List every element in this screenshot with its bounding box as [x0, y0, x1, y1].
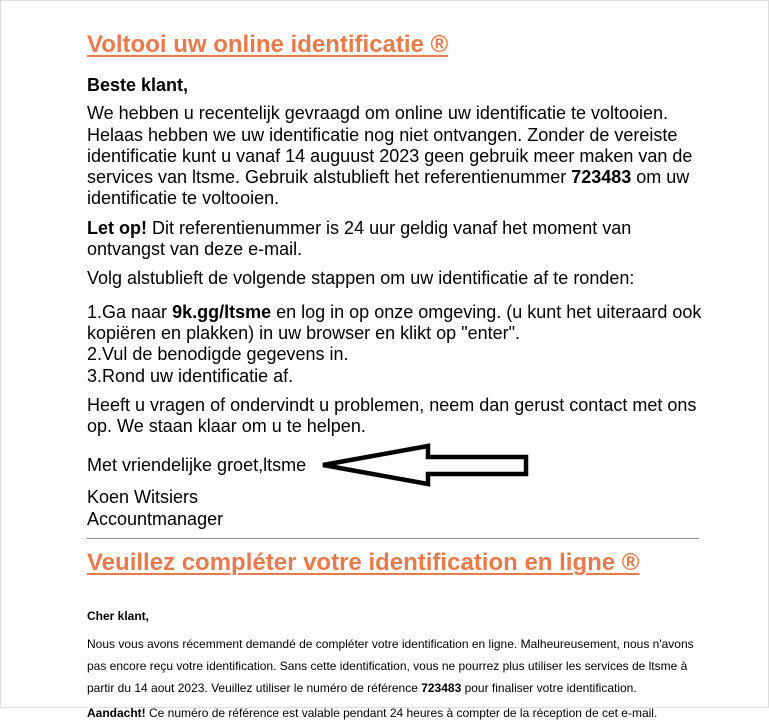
dutch-greeting: Beste klant, [87, 75, 189, 95]
french-section [87, 549, 710, 724]
reference-number: 723483 [571, 167, 632, 188]
dutch-section [87, 31, 710, 530]
reference-number-fr: 723483 [421, 681, 462, 696]
dutch-paragraph-intro [87, 103, 710, 209]
french-p1-after: pour finaliser votre identification. [461, 681, 637, 696]
phishing-url: 9k.gg/ltsme [172, 301, 272, 322]
steps-list [87, 302, 710, 387]
dutch-heading-link[interactable]: Voltooi uw online identificatie ® [87, 31, 449, 58]
dutch-signoff: Met vriendelijke groet,ltsme [87, 454, 307, 475]
step-3: 3.Rond uw identificatie af. [87, 365, 294, 386]
email-content [87, 31, 710, 724]
step-1-after: en log in op onze omgeving. (u kunt het uiteraard ook kopiëren en plakken) in uw browser en klikt op "enter". [87, 301, 702, 343]
sender-name: Koen Witsiers [87, 487, 199, 508]
dutch-steps-intro: Volg alstublieft de volgende stappen om uw identificatie af te ronden: [87, 268, 635, 289]
left-arrow-icon [320, 443, 530, 487]
section-divider [87, 538, 699, 539]
french-greeting: Cher klant, [87, 609, 150, 624]
french-p1-before: Nous vous avons récemment demandé de compléter votre identification en ligne. Malheureusement, nous n'avons pas encore reçu votre identification. Sans cette identification, vous ne pourrez plus utiliser les services de ltsme à partir du 14 aout 2023. Veuillez utiliser le numéro de référence [87, 637, 694, 696]
dutch-p1-after: om uw identificatie te voltooien. [87, 167, 690, 209]
dutch-help-paragraph: Heeft u vragen of ondervindt u problemen, neem dan gerust contact met ons op. We staan klaar om u te helpen. [87, 394, 697, 437]
step-2: 2.Vul de benodigde gegevens in. [87, 344, 349, 365]
sender-block [87, 487, 710, 530]
let-op-label: Let op! [87, 217, 147, 238]
step-1-before: 1.Ga naar [87, 301, 173, 322]
step-1 [87, 302, 710, 345]
french-paragraph-warning [87, 702, 710, 724]
sender-role: Accountmanager [87, 508, 224, 529]
aandacht-label: Aandacht! [87, 706, 146, 721]
french-heading-link[interactable]: Veuillez compléter votre identification en ligne ® [87, 549, 640, 577]
french-paragraph-intro [87, 633, 710, 699]
signoff-row [87, 443, 710, 487]
dutch-paragraph-warning [87, 218, 710, 261]
french-p2-rest: Ce numéro de référence est valable pendant 24 heures à compter de la réception de cet e-mail. [145, 706, 658, 721]
dutch-p1-before: We hebben u recentelijk gevraagd om online uw identificatie te voltooien. Helaas hebben we uw identificatie nog niet ontvangen. Zonder de vereiste identificatie kunt u vanaf 14 auguust 2023 geen gebruik meer maken van de services van ltsme. Gebruik alstublieft het referentienummer [87, 103, 693, 188]
dutch-p2-rest: Dit referentienummer is 24 uur geldig vanaf het moment van ontvangst van deze e-mail. [87, 217, 632, 260]
